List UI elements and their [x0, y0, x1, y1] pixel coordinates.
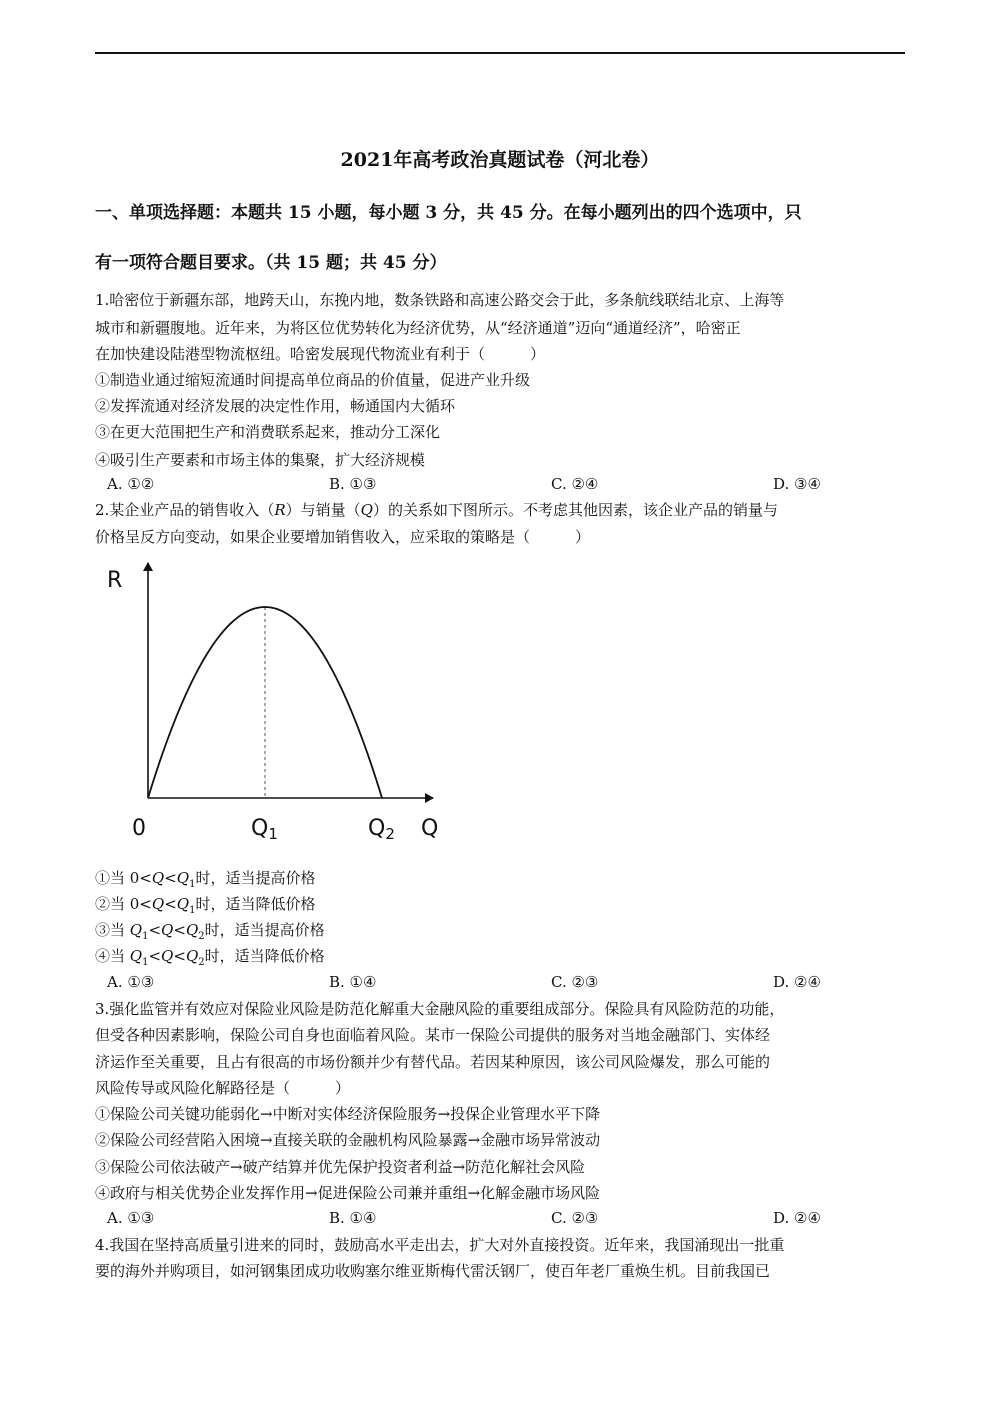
q2-var: Q: [176, 895, 190, 913]
q2-subscript: 2: [198, 957, 205, 968]
q3-option-b: B. ①④: [329, 1209, 377, 1227]
q2-option-c: C. ②③: [551, 973, 599, 991]
q2-var: Q: [161, 947, 174, 965]
x-tick-label: Q1: [251, 816, 278, 843]
q2-var: Q: [129, 921, 143, 939]
q2-var: Q: [129, 947, 143, 965]
q3-option-c: C. ②③: [551, 1209, 599, 1227]
q1-item: ②发挥流通对经济发展的决定性作用，畅通国内大循环: [95, 397, 456, 415]
q2-subscript: 1: [142, 957, 149, 968]
q2-item-text: 时，适当降低价格: [195, 895, 316, 913]
q2-var: Q: [176, 869, 190, 887]
top-rule: [95, 52, 905, 54]
q2-item-text: ④当: [95, 947, 130, 965]
q2-subscript: 2: [198, 931, 205, 942]
q2-var: Q: [185, 921, 199, 939]
q4-stem-line: 4.我国在坚持高质量引进来的同时，鼓励高水平走出去，扩大对外直接投资。近年来，我国涌现出一批重: [95, 1236, 785, 1254]
q2-subscript: 1: [189, 879, 196, 890]
q3-item: ②保险公司经营陷入困境→直接关联的金融机构风险暴露→金融市场异常波动: [95, 1131, 601, 1149]
q1-item: ①制造业通过缩短流通时间提高单位商品的价值量，促进产业升级: [95, 371, 531, 389]
q2-var-q: Q: [360, 501, 373, 519]
q2-subscript: 1: [189, 905, 196, 916]
revenue-quantity-chart: [95, 555, 455, 850]
q1-options: [107, 474, 907, 494]
q2-stem-text: 2.某企业产品的销售收入（: [95, 501, 275, 519]
q2-item-text: ①当 0<: [95, 869, 152, 887]
section-heading-line-2: 有一项符合题目要求。（共 15 题；共 45 分）: [95, 253, 447, 273]
q2-stem-line: 价格呈反方向变动，如果企业要增加销售收入，应采取的策略是（ ）: [95, 528, 591, 546]
q3-options: [107, 1208, 907, 1228]
q2-item-text: <: [173, 921, 186, 939]
q2-item-text: ③当: [95, 921, 130, 939]
q3-stem-line: 但受各种因素影响，保险公司自身也面临着风险。某市一保险公司提供的服务对当地金融部门、实体经: [95, 1026, 771, 1044]
q2-stem-text: ）的关系如下图所示。不考虑其他因素，该企业产品的销量与: [372, 501, 778, 519]
q2-var: Q: [161, 921, 174, 939]
q2-stem-text: ）与销量（: [285, 501, 361, 519]
x-tick-label: 0: [132, 816, 146, 841]
q2-item-text: <: [173, 947, 186, 965]
q3-item: ④政府与相关优势企业发挥作用→促进保险公司兼并重组→化解金融市场风险: [95, 1184, 601, 1202]
q2-item: [95, 868, 905, 895]
q1-stem-line: 1.哈密位于新疆东部，地跨天山，东挽内地，数条铁路和高速公路交会于此，多条航线联结北京、上海等: [95, 291, 785, 309]
q2-option-d: D. ②④: [773, 973, 821, 991]
q1-option-c: C. ②④: [551, 475, 599, 493]
q2-subscript: 1: [142, 931, 149, 942]
q2-var-r: R: [274, 501, 286, 519]
q2-stem-line: [95, 500, 905, 520]
q2-item-text: 时，适当降低价格: [204, 947, 325, 965]
q2-item-text: <: [164, 895, 177, 913]
q1-stem-line: 城市和新疆腹地。近年来，为将区位优势转化为经济优势，从“经济通道”迈向“通道经济”，哈密正: [95, 319, 741, 337]
q3-item: ③保险公司依法破产→破产结算并优先保护投资者利益→防范化解社会风险: [95, 1158, 586, 1176]
x-axis-label: Q: [421, 816, 439, 841]
q3-stem-line: 风险传导或风险化解路径是（ ）: [95, 1079, 351, 1097]
q2-item-text: 时，适当提高价格: [195, 869, 316, 887]
q1-option-b: B. ①③: [329, 475, 377, 493]
q2-options: [107, 972, 907, 992]
q3-option-d: D. ②④: [773, 1209, 821, 1227]
page-title: 2021年高考政治真题试卷（河北卷）: [340, 149, 660, 171]
q2-option-b: B. ①④: [329, 973, 377, 991]
y-axis-label: R: [107, 568, 123, 593]
q3-stem-line: 济运作至关重要，且占有很高的市场份额并少有替代品。若因某种原因，该公司风险爆发，那么可能的: [95, 1053, 771, 1071]
q2-item-text: <: [148, 921, 162, 939]
q2-item: [95, 946, 905, 973]
q2-var: Q: [151, 869, 165, 887]
x-tick-label: Q2: [368, 816, 395, 843]
q1-item: ③在更大范围把生产和消费联系起来，推动分工深化: [95, 423, 441, 441]
q3-item: ①保险公司关键功能弱化→中断对实体经济保险服务→投保企业管理水平下降: [95, 1105, 601, 1123]
q4-stem-line: 要的海外并购项目，如河钢集团成功收购塞尔维亚斯梅代雷沃钢厂，使百年老厂重焕生机。目前我国已: [95, 1262, 771, 1280]
q2-var: Q: [151, 895, 165, 913]
q2-var: Q: [185, 947, 199, 965]
q1-item: ④吸引生产要素和市场主体的集聚，扩大经济规模: [95, 451, 426, 469]
q2-option-a: A. ①③: [107, 973, 155, 991]
q2-item-text: <: [164, 869, 177, 887]
q1-stem-line: 在加快建设陆港型物流枢纽。哈密发展现代物流业有利于（ ）: [95, 345, 546, 363]
section-heading-line-1: 一、单项选择题：本题共 15 小题，每小题 3 分，共 45 分。在每小题列出的四个选项中，只: [95, 203, 802, 223]
q3-stem-line: 3.强化监管并有效应对保险业风险是防范化解重大金融风险的重要组成部分。保险具有风险防范的功能，: [95, 1000, 785, 1018]
q2-item-text: 时，适当提高价格: [204, 921, 325, 939]
q3-option-a: A. ①③: [107, 1209, 155, 1227]
q1-option-a: A. ①②: [107, 475, 155, 493]
q2-item: [95, 920, 905, 947]
q1-option-d: D. ③④: [773, 475, 821, 493]
q2-item-text: <: [148, 947, 162, 965]
q2-item-text: ②当 0<: [95, 895, 152, 913]
q2-item: [95, 894, 905, 921]
